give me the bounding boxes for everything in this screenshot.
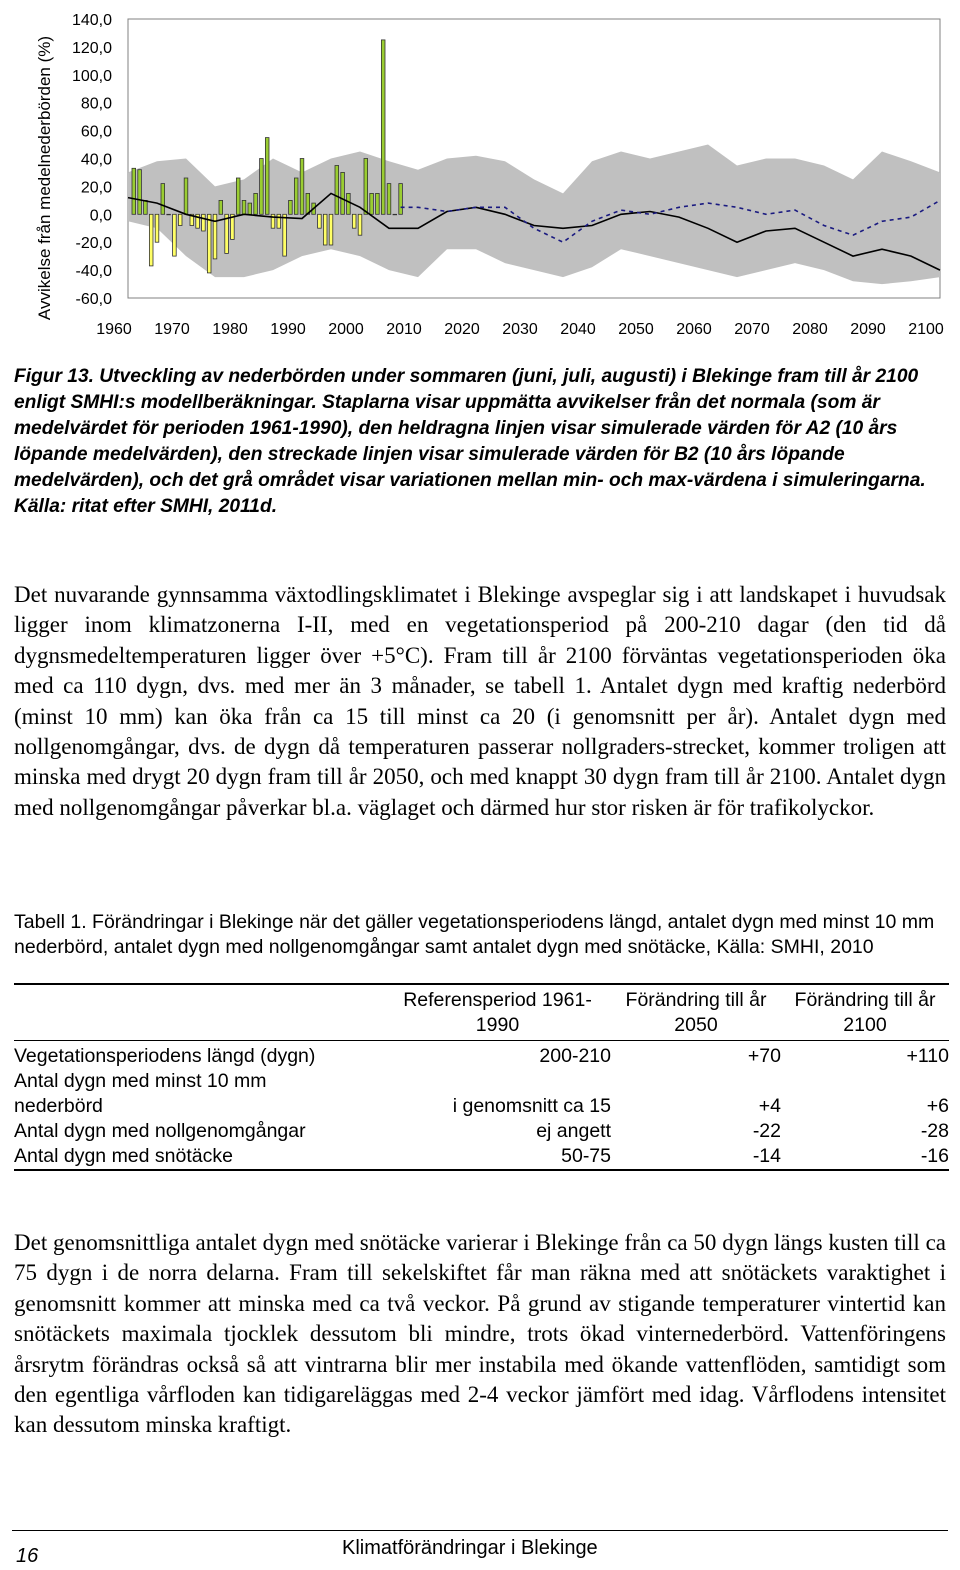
table-cell: +70 (747, 1045, 781, 1067)
bar-mark (155, 214, 159, 242)
bar-mark (219, 200, 223, 214)
bar-mark (341, 172, 345, 214)
bar-mark (283, 214, 287, 256)
bar-mark (184, 178, 188, 214)
table-cell: -22 (752, 1120, 781, 1142)
bar-mark (358, 214, 362, 235)
table-cell: i genomsnitt ca 15 (452, 1095, 611, 1117)
x-tick-label: 2070 (734, 321, 770, 338)
bar-mark (294, 178, 298, 214)
table-header-cell: Förändring till år 2100 (794, 989, 936, 1036)
bar-mark (370, 193, 374, 214)
y-tick-label: 40,0 (80, 151, 112, 169)
bar-mark (178, 214, 182, 225)
x-tick-label: 2040 (560, 321, 596, 338)
bar-mark (329, 214, 333, 245)
bar-mark (132, 168, 136, 214)
page-number: 16 (16, 1545, 39, 1567)
bar-mark (260, 159, 264, 215)
figure-title: Utveckling av nederbörden under sommaren (juni, juli, augusti) i Blekinge fram till år 2100 enligt SMHI:s modellberäkningar. (14, 366, 919, 413)
chart-svg (0, 0, 960, 345)
x-tick-label: 2090 (850, 321, 886, 338)
table-header-cell: Förändring till år 2050 (625, 989, 767, 1036)
x-tick-label: 2050 (618, 321, 654, 338)
page-footer (12, 1530, 948, 1570)
y-tick-label: 0,0 (89, 207, 112, 225)
y-tick-label: 20,0 (80, 179, 112, 197)
bar-mark (300, 159, 304, 215)
table-row (14, 1041, 949, 1070)
x-tick-label: 2060 (676, 321, 712, 338)
x-tick-label: 2100 (908, 321, 944, 338)
bar-mark (289, 200, 293, 214)
bar-mark (393, 214, 397, 215)
y-tick-label: -60,0 (75, 291, 112, 308)
bar-mark (242, 200, 246, 214)
y-tick-label: 80,0 (80, 95, 112, 113)
x-tick-label: 2080 (792, 321, 828, 338)
y-tick-label: -20,0 (75, 235, 112, 253)
y-tick-label: 60,0 (80, 123, 112, 141)
y-axis-label: Avvikelse från medelnederbörden (%) (35, 35, 54, 321)
climate-change-table (14, 983, 949, 1171)
x-tick-label: 2010 (386, 321, 422, 338)
bar-mark (364, 159, 368, 215)
bar-mark (347, 193, 351, 214)
y-tick-labels (72, 12, 112, 308)
table-cell-label: Antal dygn med snötäcke (14, 1145, 233, 1167)
x-tick-label: 2000 (328, 321, 364, 338)
table-cell: -16 (920, 1145, 949, 1167)
table-cell-label: Antal dygn med nollgenomgångar (14, 1120, 306, 1142)
bar-mark (318, 214, 322, 228)
bar-mark (376, 193, 380, 214)
bar-mark (161, 184, 165, 215)
y-tick-label: -40,0 (75, 263, 112, 281)
figure-label: Figur 13. (14, 366, 94, 387)
table-caption: Tabell 1. Förändringar i Blekinge när det gäller vegetationsperiodens längd, antalet dygn med minst 10 mm nederbörd, antalet dygn med nollgenomgångar samt antalet dygn med snötäcke, Källa: SMHI, 2010 (14, 911, 935, 958)
figure-caption (14, 364, 946, 520)
bar-mark (248, 203, 252, 214)
table-row (14, 1069, 949, 1119)
x-tick-label: 1980 (212, 321, 248, 338)
bar-mark (277, 214, 281, 228)
table-header-cell: Referensperiod 1961-1990 (403, 989, 592, 1036)
table-cell-label: Antal dygn med minst 10 mm nederbörd (14, 1070, 267, 1117)
bar-mark (254, 193, 258, 214)
bar-mark (399, 184, 403, 215)
bar-mark (144, 200, 148, 214)
bar-mark (202, 214, 206, 231)
bar-mark (387, 184, 391, 215)
x-tick-label: 1990 (270, 321, 306, 338)
y-tick-label: 140,0 (71, 12, 112, 29)
table-cell: ej angett (536, 1120, 611, 1142)
bar-mark (381, 40, 385, 214)
table-cell: -28 (920, 1120, 949, 1142)
table-row (14, 1144, 949, 1170)
table-cell: -14 (752, 1145, 781, 1167)
y-tick-label: 100,0 (71, 67, 112, 85)
bar-mark (173, 214, 177, 256)
bar-mark (167, 214, 171, 215)
x-tick-label: 2030 (502, 321, 538, 338)
table-cell: 200-210 (539, 1045, 611, 1067)
bar-mark (138, 170, 142, 215)
figure-description: Staplarna visar uppmätta avvikelser från det normala (som är medelvärdet för perioden 1961-1990), den heldragna linjen visar simulerade värden för A2 (10 års löpande medelvärden), den streckade linjen visar simulerade värden för B2 (10 års löpande medelvärden), och det grå området visar variationen mellan min- och max-värdena i simuleringarna. Källa: ritat efter SMHI, 2011d. (14, 392, 926, 517)
precipitation-chart (0, 0, 960, 345)
table-header-row (14, 984, 949, 1041)
bar-mark (306, 193, 310, 214)
y-tick-label: 120,0 (71, 39, 112, 57)
body-paragraph-1: Det nuvarande gynnsamma växtodlingsklimatet i Blekinge avspeglar sig i att landskapet i huvudsak ligger inom klimatzonerna I-II, med en vegetationsperiod på 200-210 dagar (den tid då dygnsmedeltemperaturen ligger över +5°C). Fram till år 2100 förväntas vegetationsperioden öka med ca 110 dygn, dvs. med mer än 3 månader, se tabell 1. Antalet dygn med kraftig nederbörd (minst 10 mm) kan öka från ca 15 till minst ca 20 (i genomsnitt per år). Antalet dygn med nollgenomgångar, dvs. de dygn då temperaturen passerar nollgraders-strecket, kommer troligen att minska med drygt 20 dygn fram till år 2050, och med knappt 30 dygn fram till år 2100. Antalet dygn med nollgenomgångar påverkar bl.a. väglaget och därmed hur stor risken är för trafikolyckor. (14, 582, 946, 820)
table-header-cell (14, 984, 384, 1041)
bar-mark (207, 214, 211, 273)
footer-title: Klimatförändringar i Blekinge (342, 1537, 598, 1559)
bar-mark (265, 138, 269, 215)
bar-mark (149, 214, 153, 266)
bar-mark (335, 166, 339, 215)
bar-mark (225, 214, 229, 253)
bar-mark (323, 214, 327, 245)
x-tick-label: 2020 (444, 321, 480, 338)
table-cell-label: Vegetationsperiodens längd (dygn) (14, 1045, 316, 1067)
body-paragraph-2: Det genomsnittliga antalet dygn med snötäcke varierar i Blekinge från ca 50 dygn längs kusten till ca 75 dygn i de norra delarna. Fram till sekelskiftet får man räkna med att snötäckets varaktighet i genomsnitt kommer att minska med ca två veckor. På grund av stigande temperaturer vintertid kan snötäckets maximala tjocklek dessutom bli mindre, trots ökad vinternederbörd. Vattenföringens årsrytm förändras också så att vintrarna blir mer instabila med ökande vattenflöden, samtidigt som den egentliga vårfloden kan tidigareläggas med 2-4 veckor jämfört med idag. Vårflodens intensitet kan dessutom minska kraftigt. (14, 1230, 946, 1438)
table-cell: +6 (926, 1095, 949, 1117)
table-cell: +4 (758, 1095, 781, 1117)
bar-mark (352, 214, 356, 228)
x-tick-label: 1970 (154, 321, 190, 338)
x-tick-labels (96, 321, 944, 338)
plot-area (128, 19, 940, 298)
table-cell: 50-75 (561, 1145, 611, 1167)
bar-mark (236, 178, 240, 214)
table-cell: +110 (906, 1045, 949, 1067)
x-tick-label: 1960 (96, 321, 132, 338)
table-row (14, 1119, 949, 1144)
